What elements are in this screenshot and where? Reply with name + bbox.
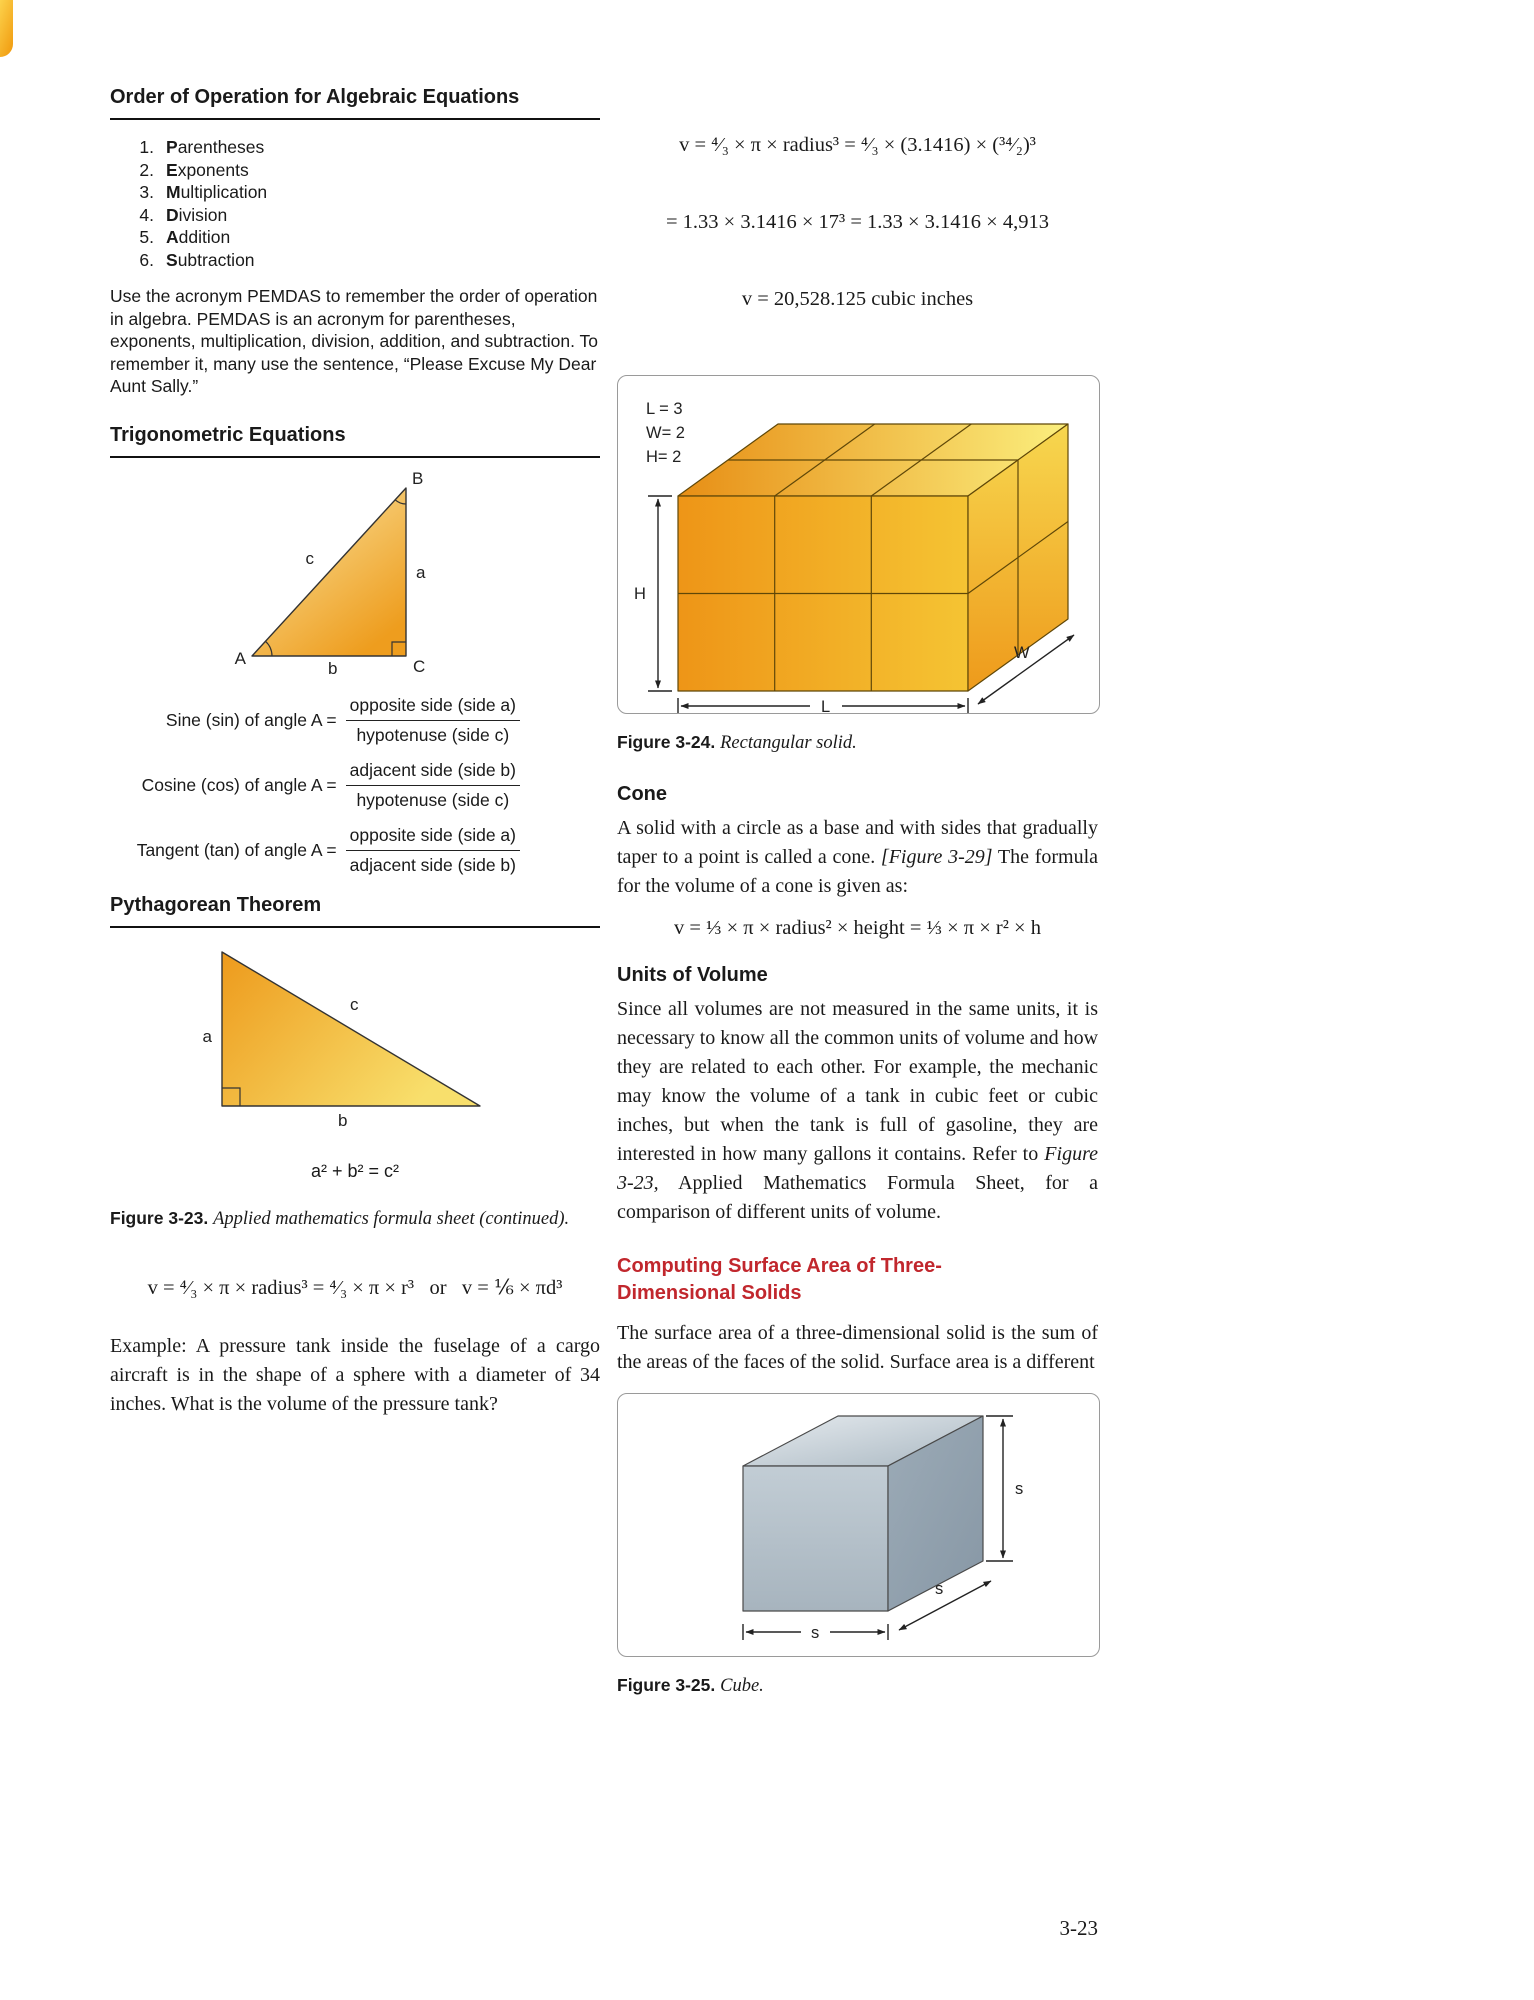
triangle-shape	[252, 488, 406, 656]
figure-3-25-box	[617, 1393, 1100, 1657]
cube-figure	[618, 1394, 1096, 1656]
list-text: Division	[166, 204, 228, 225]
heading-cone: Cone	[617, 783, 667, 805]
axis-label-w: W	[1014, 644, 1030, 662]
rectangular-solid-figure	[618, 376, 1096, 713]
ratio-fraction	[346, 760, 520, 811]
ratio-label: Sine (sin) of angle A =	[165, 709, 337, 730]
page-number: 3-23	[1059, 1916, 1098, 1940]
fraction-denominator: adjacent side (side b)	[349, 854, 516, 875]
cone-paragraph: A solid with a circle as a base and with sides that gradually taper to a point is called a cone. [Figure 3-29] The formula for the volume of a cone is given as:	[617, 817, 1099, 897]
surface-area-paragraph: The surface area of a three-dimensional solid is the sum of the areas of the faces of the solid. Surface area is a different	[617, 1322, 1098, 1373]
side-label-c: c	[305, 548, 314, 568]
list-text: Multiplication	[166, 182, 268, 202]
vertex-label-A: A	[234, 648, 246, 668]
units-of-volume-paragraph: Since all volumes are not measured in the same units, it is necessary to know all the common units of volume and how they are related to each other. For example, the mechanic may know the volume of a tank in cubic feet or cubic inches, but when the tank is full of gasoline, they are interested in how many gallons it contains. Refer to Figure 3-23, Applied Mathematics Formula Sheet, for a comparison of different units of volume.	[617, 998, 1099, 1223]
tangent-ratio	[110, 825, 520, 876]
sphere-volume-formula: v = ⁴⁄₃ × π × radius³ = ⁴⁄₃ × π × r³ or v = ⅙ × πd³	[147, 1276, 563, 1299]
triangle-shape	[222, 952, 480, 1106]
right-column	[617, 84, 1098, 1698]
dim-label-height: H= 2	[646, 448, 682, 466]
figure-description: Cube.	[720, 1676, 764, 1696]
solid-faces	[678, 424, 1068, 691]
fraction-numerator: opposite side (side a)	[346, 695, 520, 721]
list-number: 3.	[139, 182, 154, 202]
axis-label-h: H	[634, 585, 646, 603]
ratio-fraction	[346, 695, 520, 746]
pythagorean-formula: a² + b² = c²	[310, 1160, 400, 1181]
list-number: 2.	[139, 159, 154, 180]
heading-order-of-operation: Order of Operation for Algebraic Equations	[110, 86, 600, 120]
list-item-subtraction	[128, 249, 600, 272]
trig-ratios	[110, 695, 600, 876]
list-item-division	[128, 204, 600, 227]
list-item-addition	[128, 226, 600, 249]
side-label-a: a	[416, 562, 426, 582]
list-item-multiplication	[128, 181, 600, 204]
calc-line-2: = 1.33 × 3.1416 × 17³ = 1.33 × 3.1416 × 4,913	[665, 211, 1049, 233]
figure-number: Figure 3-23.	[110, 1207, 209, 1228]
side-label-a: a	[202, 1026, 212, 1046]
ratio-fraction	[346, 825, 520, 876]
ratio-label: Cosine (cos) of angle A =	[141, 774, 337, 795]
side-label-b: b	[338, 1110, 348, 1130]
figure-3-24-caption	[617, 730, 1098, 755]
figure-reference: Figure 3-23,	[617, 1143, 1098, 1194]
list-number: 6.	[139, 249, 154, 270]
figure-reference: [Figure 3-29]	[880, 846, 993, 868]
list-item-parentheses	[128, 136, 600, 159]
list-number: 5.	[139, 227, 154, 247]
heading-pythagorean-theorem: Pythagorean Theorem	[110, 894, 600, 928]
figure-number: Figure 3-24.	[617, 732, 716, 752]
fraction-denominator: hypotenuse (side c)	[356, 789, 510, 810]
dim-label-width: W= 2	[646, 424, 685, 442]
figure-number: Figure 3-25.	[617, 1675, 716, 1695]
fraction-denominator: hypotenuse (side c)	[356, 724, 510, 745]
pemdas-paragraph: Use the acronym PEMDAS to remember the order of operation in algebra. PEMDAS is an acronym for parentheses, exponents, multiplication, division, addition, and subtraction. To remember it, many use the sentence, “Please Excuse My Dear Aunt Sally.”	[110, 286, 599, 396]
list-text: Exponents	[166, 159, 249, 180]
heading-trigonometric-equations: Trigonometric Equations	[110, 424, 600, 458]
figure-description: Applied mathematics formula sheet (continued).	[213, 1208, 570, 1229]
sine-ratio	[110, 695, 520, 746]
heading-units-of-volume: Units of Volume	[617, 964, 768, 986]
list-number: 1.	[139, 137, 154, 157]
pemdas-list	[128, 136, 600, 271]
list-number: 4.	[139, 204, 154, 225]
trig-triangle-figure	[110, 464, 600, 680]
vertex-label-B: B	[412, 468, 424, 488]
example-paragraph: Example: A pressure tank inside the fuselage of a cargo aircraft is in the shape of a sphere with a diameter of 34 inches. What is the volume of the pressure tank?	[110, 1334, 600, 1415]
figure-3-23-caption	[110, 1206, 600, 1231]
side-label-c: c	[350, 994, 359, 1014]
figure-description: Rectangular solid.	[720, 733, 857, 753]
list-item-exponents	[128, 159, 600, 182]
left-column	[110, 86, 600, 1419]
fraction-numerator: opposite side (side a)	[346, 825, 520, 851]
figure-3-25-caption	[617, 1673, 1098, 1698]
heading-computing-surface-area: Computing Surface Area of Three- Dimensional Solids	[617, 1255, 942, 1304]
list-text: Addition	[166, 227, 231, 247]
side-label-s-diagonal: s	[935, 1580, 944, 1598]
cube-faces	[743, 1416, 983, 1611]
side-label-s-right: s	[1015, 1480, 1024, 1498]
vertex-label-C: C	[413, 656, 426, 676]
dim-label-length: L = 3	[646, 400, 683, 418]
list-text: Parentheses	[166, 137, 265, 157]
calc-line-3: v = 20,528.125 cubic inches	[741, 288, 974, 310]
pythagorean-triangle-figure	[110, 946, 600, 1138]
side-label-b: b	[328, 658, 338, 678]
chapter-tab	[0, 0, 13, 57]
list-text: Subtraction	[166, 249, 255, 270]
side-label-s-bottom: s	[811, 1624, 820, 1642]
cosine-ratio	[110, 760, 520, 811]
figure-3-24-box	[617, 375, 1100, 714]
cone-volume-formula: v = ⅓ × π × radius² × height = ⅓ × π × r² × h	[674, 917, 1041, 939]
axis-label-l: L	[821, 698, 831, 713]
fraction-numerator: adjacent side (side b)	[346, 760, 520, 786]
calc-line-1: v = ⁴⁄₃ × π × radius³ = ⁴⁄₃ × (3.1416) × (³⁴⁄₂)³	[679, 134, 1036, 156]
sphere-calculation	[617, 84, 1098, 361]
ratio-label: Tangent (tan) of angle A =	[136, 839, 337, 860]
